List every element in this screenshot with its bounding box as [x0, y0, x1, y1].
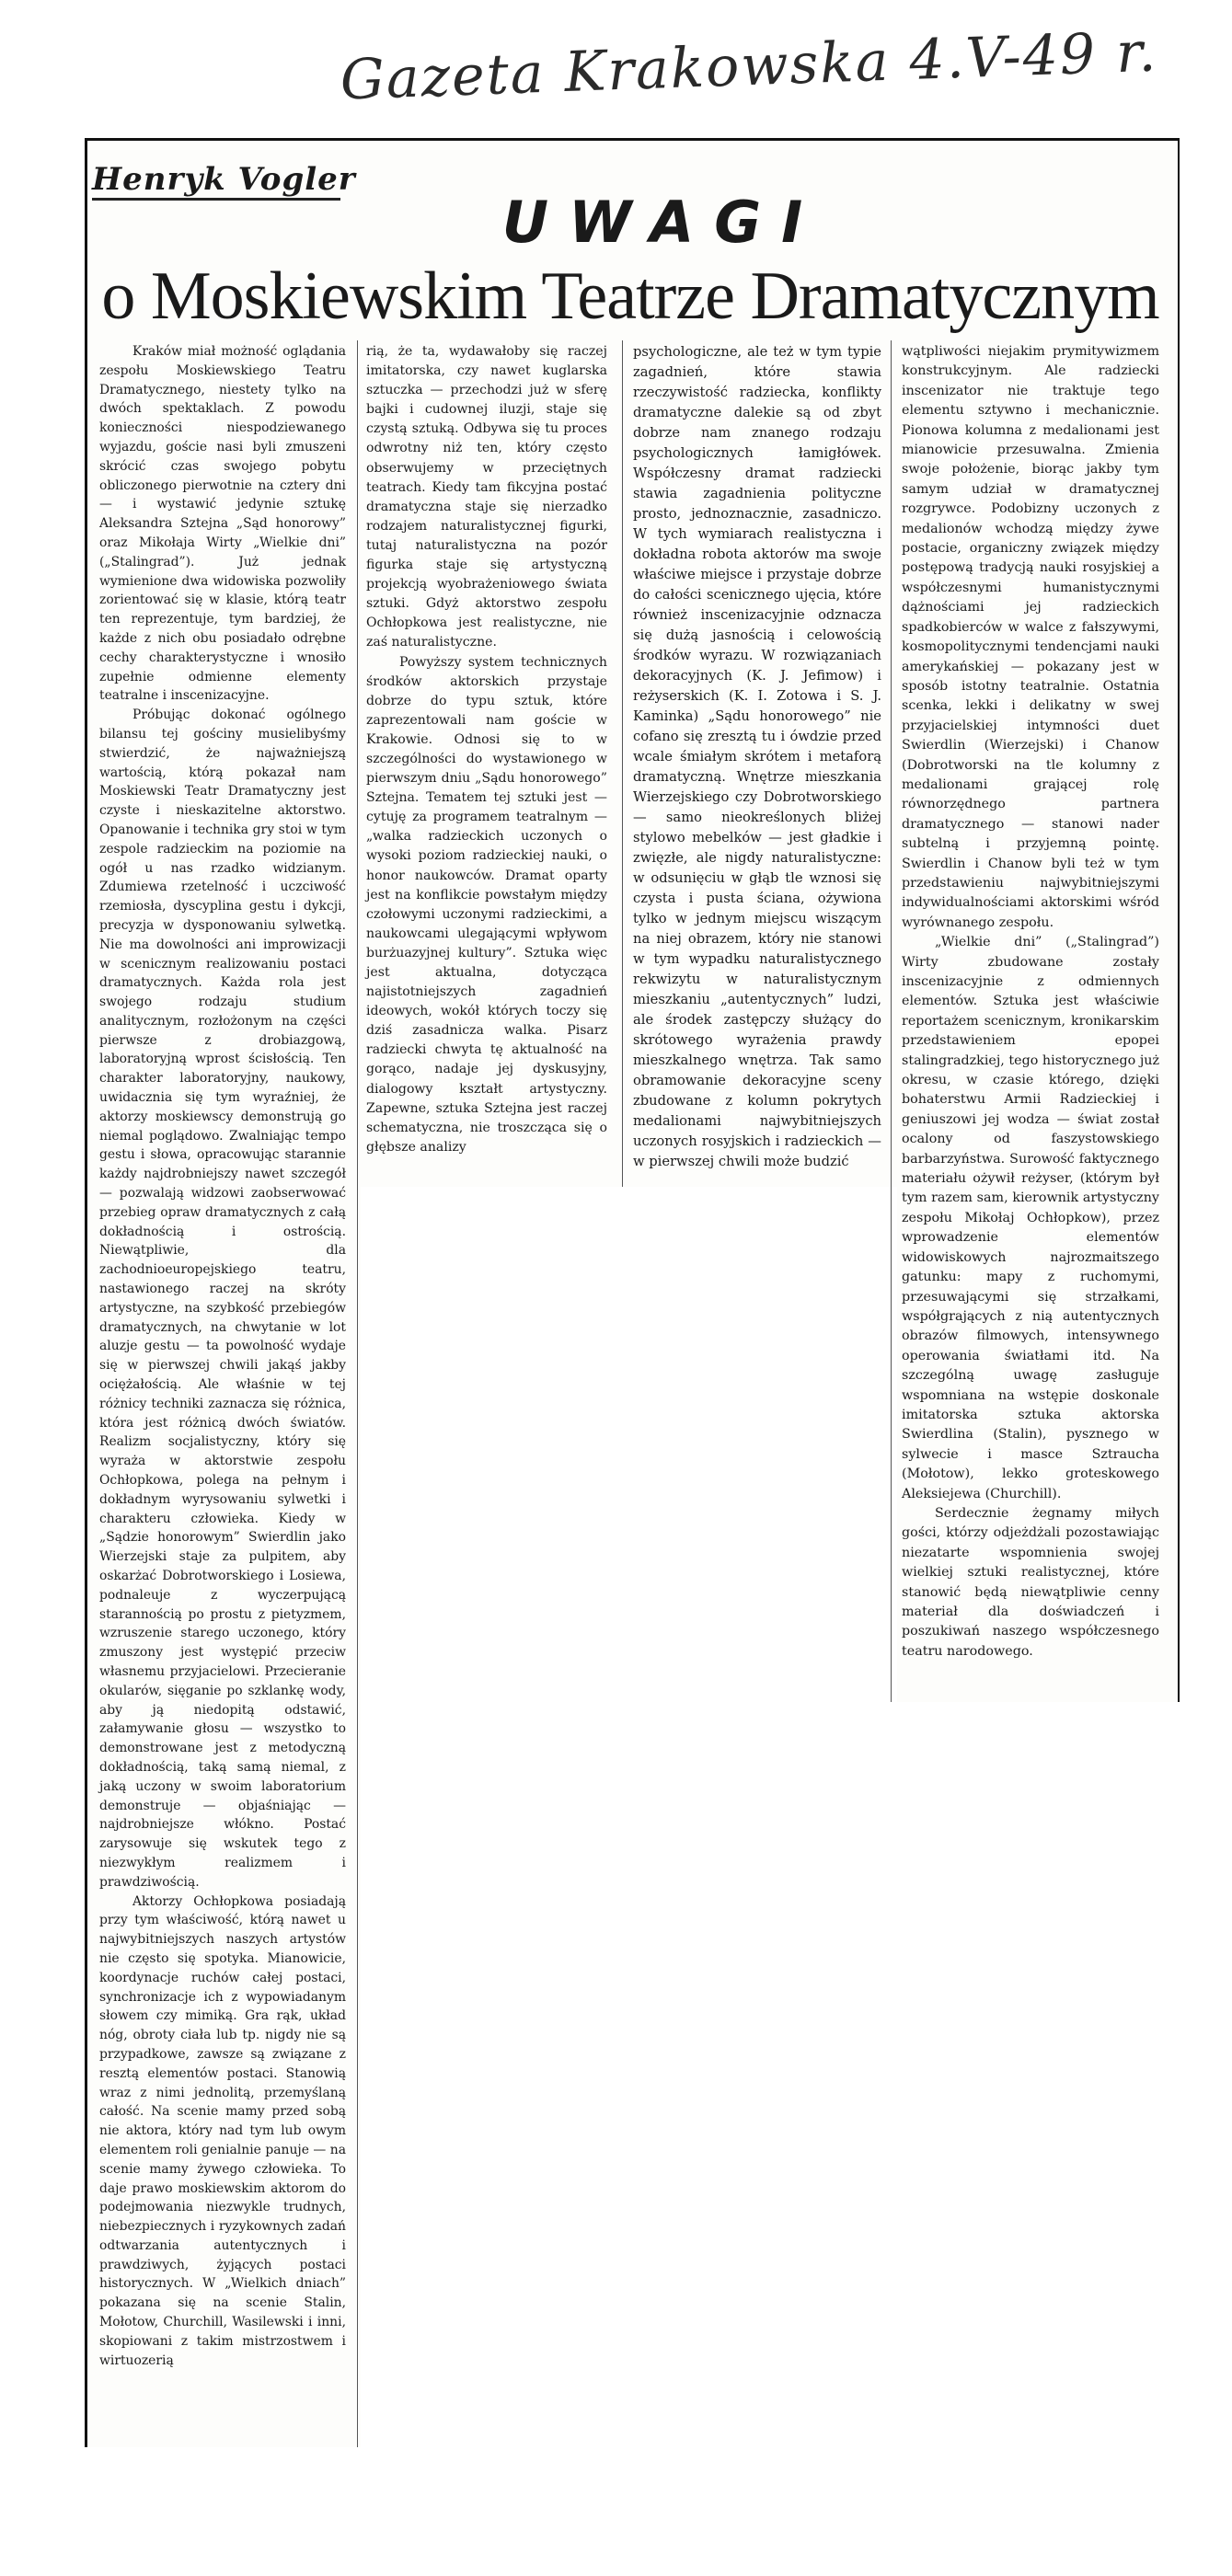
paragraph: psychologiczne, ale też w tym typie zagadnień, które stawia rzeczywistość radziecka, konflikty dramatyczne dalekie są od zbyt dobrze nam znanego rodzaju psychologicznych łamigłówek. Współczesny dramat radziecki stawia zagadnienia polityczne prosto, jednoznacznie, zasadniczo. W tych wymiarach realistyczna i dokładna robota aktorów ma swoje właściwe miejsce i przystaje dobrze do całości scenicznego ujęcia, które również inscenizacyjnie odznacza się dużą jasnością i celowością środków wyrazu. W rozwiązaniach dekoracyjnych (K. J. Jefimow) i reżyserskich (K. I. Zotowa i S. J. Kaminka) „Sądu honorowego” nie cofano się zresztą tu i ówdzie przed wcale śmiałym skrótem i metaforą dramatyczną. Wnętrze mieszkania Wierzejskiego czy Dobrotworskiego — samo nieokreślonych bliżej stylowo mebelków — jest gładkie i zwięzłe, ale nigdy naturalistyczne: w odsunięciu w głąb tle wznosi się czysta i pusta ściana, ożywiona tylko w jednym miejscu wiszącym na niej obrazem, który nie stanowi w tym wypadku naturalistycznego rekwizytu w naturalistycznym mieszkaniu „autentycznych” ludzi, ale środek zastępczy służący do skrótowego wyrażenia prawdy mieszkalnego wnętrza. Tak samo obramowanie dekoracyjne sceny zbudowane z kolumn pokrytych medalionami najwybitniejszych uczonych rosyjskich i radzieckich — w pierwszej chwili może budzić [633, 344, 881, 1169]
paragraph: Powyższy system technicznych środków aktorskich przystaje dobrze do typu sztuk, które zaprezentowali nam goście w Krakowie. Odnosi się to w szczególności do wystawionego w pierwszym dniu „Sądu honorowego” Sztejna. Tematem tej sztuki jest — cytuję za programem teatralnym — „walka radzieckich uczonych o wysoki poziom radzieckiej nauki, o honor naukowców. Dramat oparty jest na konflikcie powstałym między czołowymi uczonymi radzieckimi, a naukowcami ulegającymi wpływom burżuazyjnej kultury”. Sztuka więc jest aktualna, dotycząca najistotniejszych zagadnień ideowych, wokół których toczy się dziś zasadnicza walka. Pisarz radziecki chwyta tę aktualność na gorąco, nadaje jej dyskusyjny, dialogowy kształt artystyczny. Zapewne, sztuka Sztejna jest raczej schematyczna, nie troszcząca się o głębsze analizy [366, 654, 607, 1155]
article-column-4 [902, 342, 1159, 1662]
column-rule-2 [622, 340, 623, 1187]
paragraph: wątpliwości niejakim prymitywizmem konstrukcyjnym. Ale radziecki inscenizator nie traktuje tego elementu sztywno i mechanicznie. Pionowa kolumna z medalionami jest mianowicie przesuwalna. Zmienia swoje położenie, biorąc jakby tym samym udział w dramatycznej rozgrywce. Podobizny uczonych z medalionów wchodzą między żywe postacie, organiczny związek między postępową tradycją nauki rosyjskiej a współczesnymi humanistycznymi dążnościami jej radzieckich spadkobierców w walce z fałszywymi, kosmopolitycznymi tendencjami nauki amerykańskiej — pokazany jest w sposób istotny teatralnie. Ostatnia scenka, lekki i delikatny w swej przyjacielskiej intymności duet Swierdlin (Wierzejski) i Chanow (Dobrotworski na tle kolumny z medalionami grającej rolę równorzędnego partnera dramatycznego — stanowi nader subtelną i przyjemną pointę. Swierdlin i Chanow byli też w tym przedstawieniu najwybitniejszymi indywidualnościami aktorskimi wśród wyrównanego zespołu. [902, 344, 1159, 930]
clipping-edge-left [85, 138, 87, 2447]
headline-main: o Moskiewskim Teatrze Dramatycznym [101, 259, 1159, 334]
handwritten-source-note: Gazeta Krakowska 4.V-49 r. [339, 19, 1159, 113]
paragraph: rią, że ta, wydawałoby się raczej imitatorska, czy nawet kuglarska sztuczka — przechodzi już w sferę bajki i cudownej iluzji, staje się czystą sztuką. Odbywa się tu proces odwrotny niż ten, który często obserwujemy w przeciętnych teatrach. Kiedy tam fikcyjna postać dramatyczna staje się nierzadko rodzajem naturalistycznej figurki, tutaj naturalistyczna na pozór figurka staje się artystyczną projekcją wyobrażeniowego świata sztuki. Gdyż aktorstwo zespołu Ochłopkowa jest realistyczne, nie zaś naturalistyczne. [366, 344, 607, 650]
column-rule-1 [357, 340, 358, 2447]
clipping-edge-right [1178, 138, 1180, 1702]
headline-kicker: UWAGI [501, 189, 823, 256]
article-column-1 [99, 342, 346, 2370]
clipping-edge-top [85, 138, 1180, 141]
paragraph: Aktorzy Ochłopkowa posiadają przy tym właściwość, którą nawet u najwybitniejszych naszych artystów nie często się spotyka. Mianowicie, koordynacje ruchów całej postaci, synchronizacje ich z wypowiadanym słowem czy mimiką. Gra rąk, układ nóg, obroty ciała lub tp. nigdy nie są przypadkowe, zawsze są związane z resztą elementów postaci. Stanowią wraz z nimi jednolitą, przemyślaną całość. Na scenie mamy przed sobą nie aktora, który nad tym lub owym elementem roli genialnie panuje — na scenie mamy żywego człowieka. To daje prawo moskiewskim aktorom do podejmowania niezwykle trudnych, niebezpiecznych i ryzykownych zadań odtwarzania autentycznych i prawdziwych, żyjących postaci historycznych. W „Wielkich dniach” pokazana się na scenie Stalin, Mołotow, Churchill, Wasilewski i inni, skopiowani z takim mistrzostwem i wirtuozerią [99, 1893, 346, 2368]
paragraph: „Wielkie dni” („Stalingrad”) Wirty zbudowane zostały inscenizacyjnie z odmiennych elementów. Sztuka jest właściwie reportażem scenicznym, kronikarskim przedstawieniem epopei stalingradzkiej, tego historycznego już okresu, w czasie którego, dzięki bohaterstwu Armii Radzieckiej i geniuszowi jej wodza — świat został ocalony od faszystowskiego barbarzyństwa. Surowość faktycznego materiału ożywił reżyser, (którym był tym razem sam, kierownik artystyczny zespołu Mikołaj Ochłopkow), przez wprowadzenie elementów widowiskowych najrozmaitszego gatunku: mapy z ruchomymi, przesuwającymi się strzałkami, współgrających z nią autentycznych obrazów filmowych, intensywnego operowania światłami itd. Na szczególną uwagę zasługuje wspomniana na wstępie doskonale imitatorska sztuka aktorska Swierdlina (Stalin), pysznego w sylwecie i masce Sztraucha (Mołotow), lekko groteskowego Aleksiejewa (Churchill). [902, 935, 1159, 1501]
author-byline: Henryk Vogler [92, 161, 356, 198]
paragraph: Serdecznie żegnamy miłych gości, którzy odjeżdżali pozostawiając niezatarte wspomnienia swojej wielkiej sztuki realistycznej, które stanowić będą niewątpliwie cenny materiał dla doświadczeń i poszukiwań naszego współczesnego teatru narodowego. [902, 1505, 1159, 1659]
article-column-3 [633, 342, 881, 1172]
article-column-2 [366, 342, 607, 1157]
paragraph: Kraków miał możność oglądania zespołu Moskiewskiego Teatru Dramatycznego, niestety tylko na dwóch spektaklach. Z powodu konieczności niespodziewanego wyjazdu, goście nasi byli zmuszeni skrócić czas swojego pobytu obliczonego pierwotnie na cztery dni — i wystawić jedynie sztukę Aleksandra Sztejna „Sąd honorowy” oraz Mikołaja Wirty „Wielkie dni” („Stalingrad”). Już jednak wymienione dwa widowiska pozwoliły zorientować się w klasie, którą teatr ten reprezentuje, tym bardziej, że każde z nich obu posiadało odrębne cechy charakterystyczne i wnosiło zupełnie odmienne elementy teatralne i inscenizacyjne. [99, 344, 346, 704]
author-underline [92, 198, 340, 201]
column-rule-3 [891, 340, 892, 1702]
paragraph: Próbując dokonać ogólnego bilansu tej gościny musielibyśmy stwierdzić, że najważniejszą wartością, którą pokazał nam Moskiewski Teatr Dramatyczny jest czyste i nieskazitelne aktorstwo. Opanowanie i technika gry stoi w tym zespole radzieckim na poziomie na ogół u nas rzadko widzianym. Zdumiewa rzetelność i uczciwość rzemiosła, dyscyplina gestu i dykcji, precyzja w dysponowaniu sylwetką. Nie ma dowolności ani improwizacji w scenicznym realizowaniu postaci dramatycznych. Każda rola jest swojego rodzaju studium analitycznym, rozłożonym na części pierwsze z drobiazgową, laboratoryjną wprost ścisłością. Ten charakter laboratoryjny, naukowy, uwidacznia się tym wyraźniej, że aktorzy moskiewscy demonstrują go niemal poglądowo. Zwalniając tempo gestu i słowa, opracowując starannie każdy najdrobniejszy nawet szczegół — pozwalają widzowi zaobserwować przebieg opraw dramatycznych z całą dokładnością i ostrością. Niewątpliwie, dla zachodnioeuropejskiego teatru, nastawionego raczej na skróty artystyczne, na szybkość przebiegów dramatycznych, na chwytanie w lot aluzje gestu — ta powolność wydaje się w pierwszej chwili jakąś jakby ociężałością. Ale właśnie w tej różnicy techniki zaznacza się różnica, która jest różnicą dwóch światów. Realizm socjalistyczny, który się wyraża w aktorstwie zespołu Ochłopkowa, polega na pełnym i dokładnym wyrysowaniu sylwetki i charakteru człowieka. Kiedy w „Sądzie honorowym” Swierdlin jako Wierzejski staje za pulpitem, aby oskarżać Dobrotworskiego i Losiewa, podnaleuje z wyczerpującą starannością po prostu z pietyzmem, wzruszenie starego uczonego, który zmuszony jest występić przeciw własnemu przyjacielowi. Przecieranie okularów, sięganie po szklankę wody, aby ją niedopitą odstawić, załamywanie głosu — wszystko to demonstrowane jest z metodyczną dokładnością, taką samą niemal, z jaką uczony w swoim laboratorium demonstruje — objaśniając — najdrobniejsze włókno. Postać zarysowuje się wskutek tego z niezwykłym realizmem i prawdziwością. [99, 707, 346, 1890]
